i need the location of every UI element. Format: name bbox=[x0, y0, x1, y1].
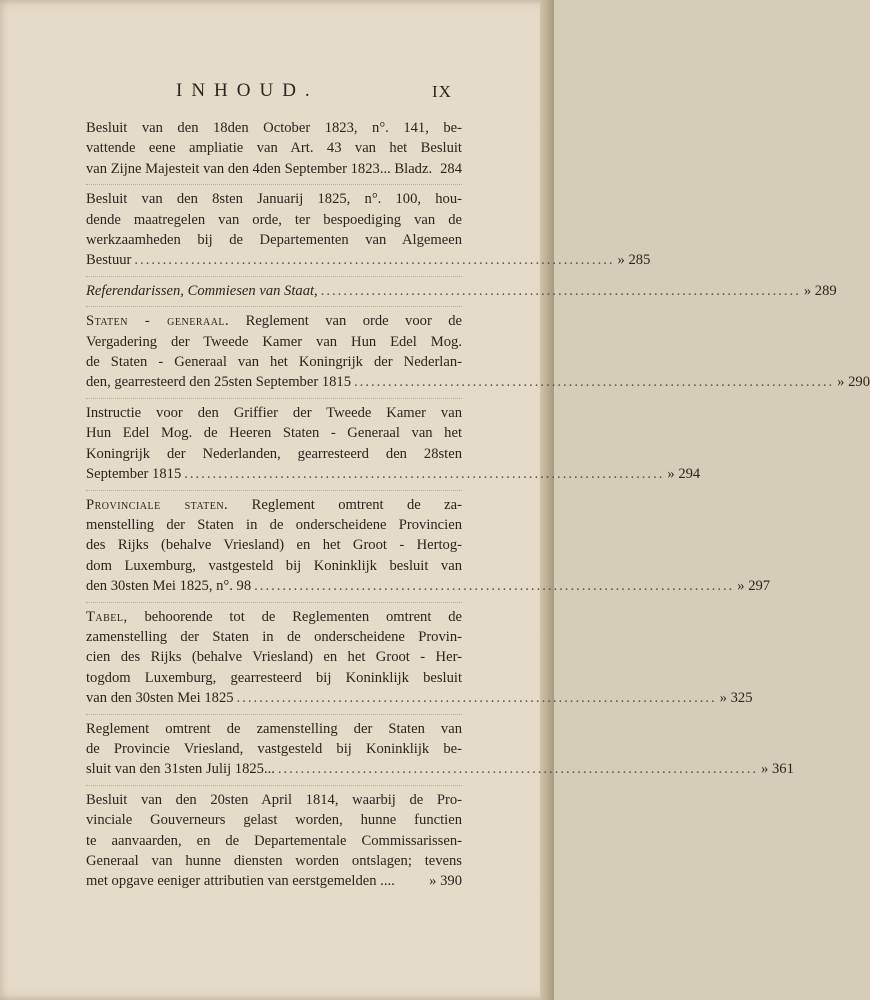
entry-line: Koningrijk der Nederlanden, gearresteerd den 28sten bbox=[86, 445, 462, 462]
entry-line: Reglement omtrent de zamenstelling der Staten van bbox=[86, 720, 462, 737]
entry-text: den 30sten Mei 1825, n°. 98 bbox=[86, 578, 252, 595]
entry-text: behoorende tot de Reglementen omtrent de bbox=[127, 608, 462, 625]
entry-page-number: » 297 bbox=[737, 578, 771, 595]
entry-last-line bbox=[86, 281, 837, 301]
entry-text: sluit van den 31sten Julij 1825... bbox=[86, 761, 275, 778]
entry-line: cien des Rijks (behalve Vriesland) en het Groot - Her- bbox=[86, 649, 462, 666]
entry-line: zamenstelling der Staten in de onderscheidene Provin- bbox=[86, 628, 462, 645]
entry-last-line bbox=[86, 250, 651, 270]
entry-page-number: 284 bbox=[440, 160, 462, 177]
entry-text: September 1815 bbox=[86, 466, 182, 483]
entry-line: dende maatregelen van orde, ter bespoediging van de bbox=[86, 211, 462, 228]
toc-entry bbox=[86, 715, 794, 786]
entry-page-number: » 390 bbox=[429, 873, 462, 890]
entry-last-line bbox=[86, 464, 701, 484]
entry-last-line bbox=[86, 372, 870, 392]
entry-last-line bbox=[86, 759, 794, 779]
entry-line: Vergadering der Tweede Kamer van Hun Edel Mog. bbox=[86, 333, 462, 350]
entry-line: Hun Edel Mog. de Heeren Staten - Generaal van het bbox=[86, 425, 462, 442]
entry-text: den, gearresteerd den 25sten September 1815 bbox=[86, 374, 352, 391]
entry-line: Generaal van hunne diensten worden ontslagen; tevens bbox=[86, 853, 462, 869]
entry-line: Besluit van den 20sten April 1814, waarbij de Pro- bbox=[86, 791, 462, 808]
entry-line: de Staten - Generaal van het Koningrijk der Nederlan- bbox=[86, 354, 462, 371]
entry-last-line bbox=[86, 159, 462, 179]
entry-line: des Rijks (behalve Vriesland) en het Groot - Hertog- bbox=[86, 537, 462, 554]
running-header bbox=[0, 80, 554, 106]
entry-text: Bestuur bbox=[86, 252, 132, 269]
entry-page-number: » 285 bbox=[617, 252, 651, 269]
header-title: INHOUD. bbox=[176, 80, 319, 101]
entry-line bbox=[86, 311, 462, 331]
entry-line: de Provincie Vriesland, vastgesteld bij Koninklijk be- bbox=[86, 740, 462, 757]
entry-page-number: » 361 bbox=[761, 761, 794, 778]
dot-leader: ..................................................................................... bbox=[354, 374, 835, 391]
entry-line bbox=[86, 607, 462, 627]
entry-text: Referendarissen, Commiesen van Staat, bbox=[86, 282, 318, 299]
toc-entry bbox=[86, 185, 651, 277]
dot-leader: ..................................................................................... bbox=[184, 466, 665, 483]
entry-text: Reglement omtrent de za- bbox=[228, 496, 462, 513]
section-heading: Provinciale staten. bbox=[86, 496, 229, 513]
entry-text: Reglement van orde voor de bbox=[229, 313, 462, 330]
entry-last-line bbox=[86, 576, 771, 596]
entry-page-number: » 294 bbox=[667, 466, 701, 483]
entry-text: van Zijne Majesteit van den 4den September 1823... Bladz. bbox=[86, 160, 433, 177]
entry-line: Besluit van den 8sten Januarij 1825, n°. 100, hou- bbox=[86, 191, 462, 208]
entry-last-line bbox=[86, 688, 753, 708]
entry-line bbox=[86, 495, 462, 515]
table-of-contents bbox=[86, 114, 870, 897]
entry-page-number: » 325 bbox=[719, 690, 753, 707]
toc-entry bbox=[86, 114, 462, 185]
entry-page-number: » 289 bbox=[803, 282, 837, 299]
section-heading: Tabel, bbox=[86, 608, 128, 625]
dot-leader: ..................................................................................... bbox=[236, 690, 717, 707]
entry-line: werkzaamheden bij de Departementen van Algemeen bbox=[86, 232, 462, 249]
toc-entry bbox=[86, 491, 771, 603]
entry-text: met opgave eeniger attributien van eerstgemelden .... bbox=[86, 873, 395, 890]
toc-entry bbox=[86, 399, 701, 491]
entry-line: vinciale Gouverneurs gelast worden, hunne functien bbox=[86, 812, 462, 829]
entry-line: Besluit van den 18den October 1823, n°. 141, be- bbox=[86, 120, 462, 136]
header-page-number: IX bbox=[432, 82, 452, 101]
toc-entry bbox=[86, 277, 837, 307]
dot-leader: ..................................................................................... bbox=[277, 761, 759, 778]
entry-line: vattende eene ampliatie van Art. 43 van het Besluit bbox=[86, 140, 462, 157]
entry-line: te aanvaarden, en de Departementale Commissarissen- bbox=[86, 832, 462, 849]
entry-last-line bbox=[86, 871, 462, 891]
entry-line: togdom Luxemburg, gearresteerd bij Koninklijk besluit bbox=[86, 669, 462, 686]
entry-line: menstelling der Staten in de onderscheidene Provincien bbox=[86, 516, 462, 533]
dot-leader: ..................................................................................... bbox=[254, 578, 735, 595]
toc-entry bbox=[86, 307, 870, 399]
dot-leader: ..................................................................................... bbox=[320, 282, 801, 299]
toc-entry bbox=[86, 786, 462, 897]
page-edge-shadow bbox=[540, 0, 554, 1000]
dot-leader: ..................................................................................... bbox=[134, 252, 615, 269]
entry-line: dom Luxemburg, vastgesteld bij Koninklijk besluit van bbox=[86, 557, 462, 574]
toc-entry bbox=[86, 603, 753, 715]
entry-text: van den 30sten Mei 1825 bbox=[86, 690, 234, 707]
entry-page-number: » 290 bbox=[837, 374, 870, 391]
section-heading: Staten - generaal. bbox=[86, 313, 230, 330]
entry-line: Instructie voor den Griffier der Tweede Kamer van bbox=[86, 404, 462, 421]
